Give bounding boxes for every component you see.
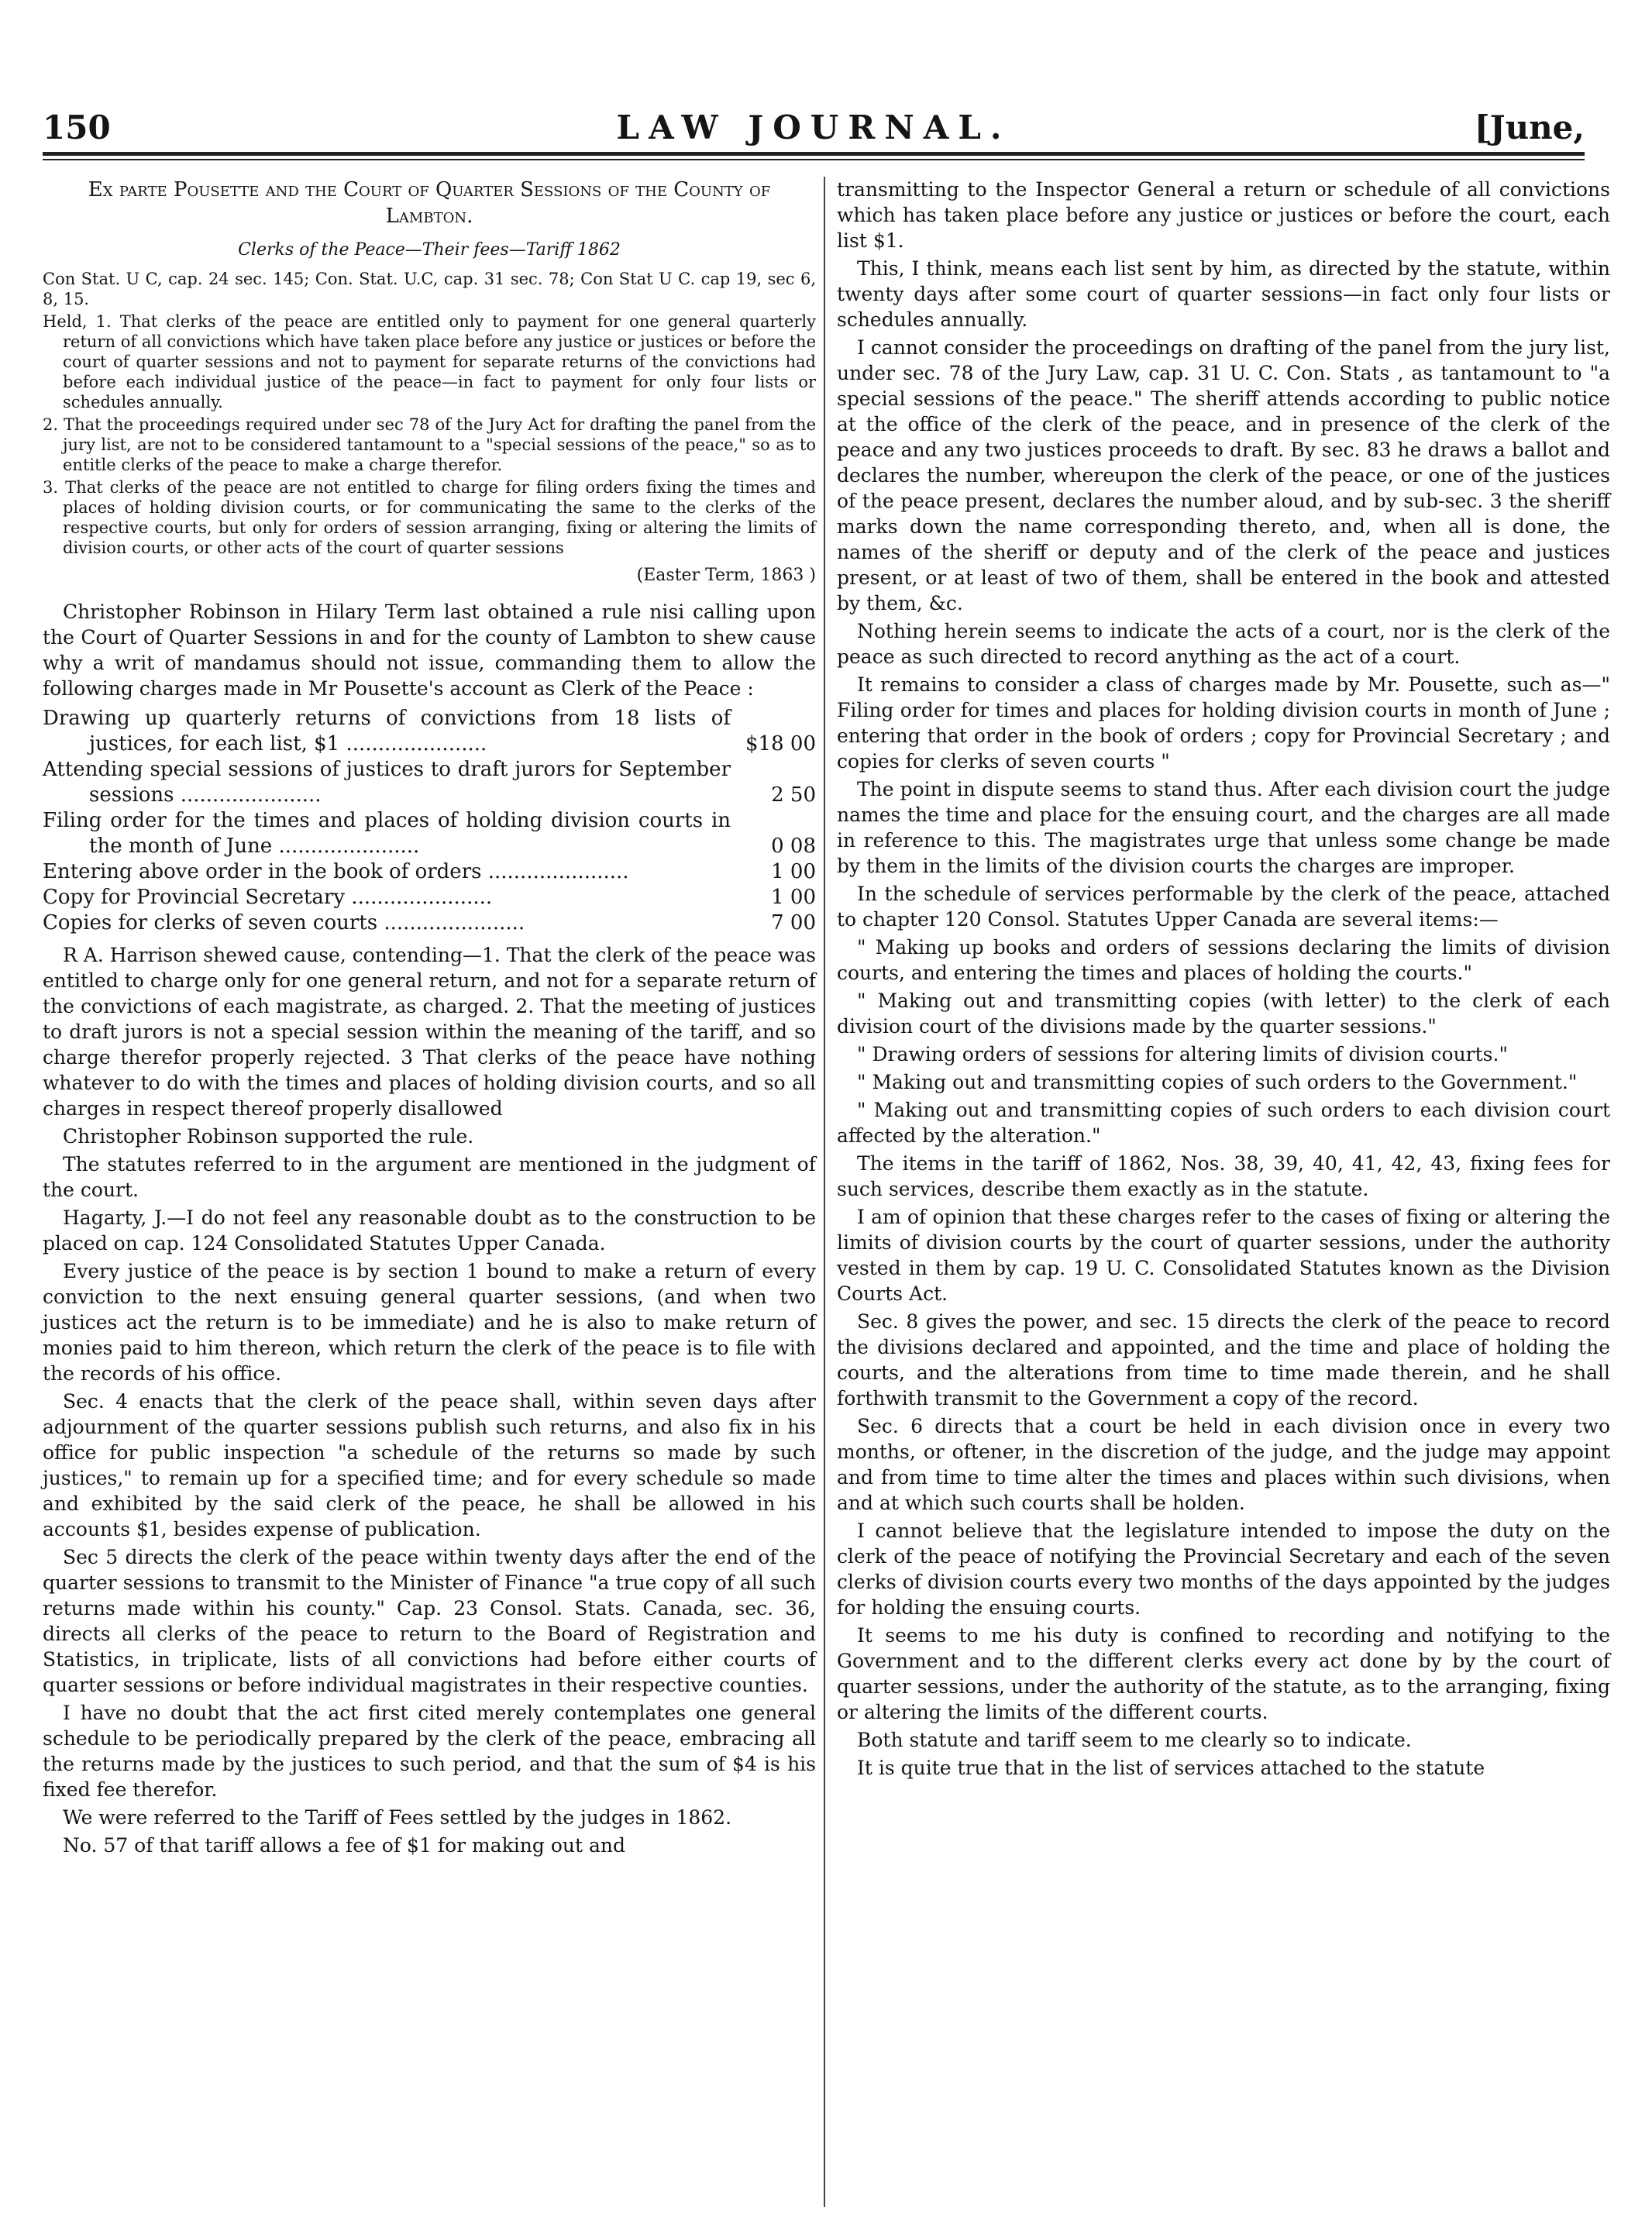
charge-row: [43, 757, 816, 808]
statute-quote: " Making out and transmitting copies of such orders to each division court affected by the alteration.": [837, 1099, 1610, 1147]
column-divider: [824, 177, 825, 2207]
journal-title: LAW JOURNAL.: [616, 108, 1011, 146]
body-paragraph: The items in the tariff of 1862, Nos. 38, 39, 40, 41, 42, 43, fixing fees for such services, describe them exactly as in the statute.: [837, 1152, 1610, 1200]
charge-item: Copy for Provincial Secretary ......................: [43, 886, 493, 909]
statute-quote: " Making out and transmitting copies of such orders to the Government.": [857, 1071, 1578, 1093]
held-item: 3. That clerks of the peace are not entitled to charge for filing orders fixing the times and places of holding division courts, or for communicating the same to the clerks of the respective courts, but only for orders of session arranging, fixing or altering the limits of division courts, or other acts of the court of quarter sessions: [43, 478, 816, 557]
charges-table: [43, 706, 816, 936]
charge-amount: $18 00: [745, 732, 816, 756]
body-paragraph: Sec 5 directs the clerk of the peace within twenty days after the end of the quarter sessions to transmit to the Minister of Finance "a true copy of all such returns made within his county." Cap. 23 Consol. Stats. Canada, sec. 36, directs all clerks of the peace to return to the Board of Registration and Statistics, in triplicate, lists of all convictions had before either courts of quarter sessions or before individual magistrates in their respective counties.: [43, 1546, 816, 1696]
case-title: Ex parte Pousette and the Court of Quarter Sessions of the County of Lambton.: [88, 178, 771, 228]
charge-row: [43, 706, 816, 757]
charge-item: Attending special sessions of justices to draft jurors for September sessions ......................: [43, 758, 731, 807]
held-item: 2. That the proceedings required under sec 78 of the Jury Act for drafting the panel from the jury list, are not to be considered tantamount to a "special sessions of the peace," so as to entitle clerks of the peace to make a charge therefor.: [43, 415, 816, 474]
term-note: (Easter Term, 1863 ): [636, 566, 816, 585]
body-paragraph: No. 57 of that tariff allows a fee of $1 for making out and: [63, 1834, 625, 1857]
charge-amount: 2 50: [771, 783, 816, 807]
body-paragraph: It is quite true that in the list of services attached to the statute: [857, 1757, 1485, 1779]
body-paragraph: Sec. 6 directs that a court be held in each division once in every two months, or oftener, in the discretion of the judge, and the judge may appoint and from time to time alter the times and places within such divisions, when and at which such courts shall be holden.: [837, 1415, 1610, 1514]
statute-quote: " Making up books and orders of sessions declaring the limits of division courts, and entering the times and places of holding the courts.": [837, 936, 1610, 984]
body-paragraph: I am of opinion that these charges refer to the cases of fixing or altering the limits of division courts by the court of quarter sessions, under the authority vested in them by cap. 19 U. C. Consolidated Statutes known as the Division Courts Act.: [837, 1206, 1610, 1305]
charge-item: Filing order for the times and places of holding division courts in the month of June ......................: [43, 809, 731, 858]
body-paragraph: In the schedule of services performable by the clerk of the peace, attached to chapter 120 Consol. Statutes Upper Canada are several items:—: [837, 883, 1610, 931]
charge-item: Drawing up quarterly returns of convictions from 18 lists of justices, for each list, $1 ......................: [43, 707, 731, 756]
body-paragraph: R A. Harrison shewed cause, contending—1. That the clerk of the peace was entitled to charge only for one general return, and not for a separate return of the convictions of each magistrate, as charged. 2. That the meeting of justices to draft jurors is not a special session within the meaning of the tariff, and so charge therefor properly rejected. 3 That clerks of the peace have nothing whatever to do with the times and places of holding division courts, and so all charges in respect thereof properly disallowed: [43, 944, 816, 1120]
body-paragraph: The point in dispute seems to stand thus. After each division court the judge names the time and place for the ensuing court, and the charges are all made in reference to this. The magistrates urge that unless some change be made by them in the limits of the division courts the charges are improper.: [837, 778, 1610, 877]
body-paragraph: We were referred to the Tariff of Fees settled by the judges in 1862.: [63, 1806, 732, 1829]
body-paragraph: Nothing herein seems to indicate the acts of a court, nor is the clerk of the peace as such directed to record anything as the act of a court.: [837, 620, 1610, 668]
body-paragraph: Christopher Robinson in Hilary Term last obtained a rule nisi calling upon the Court of Quarter Sessions in and for the county of Lambton to shew cause why a writ of mandamus should not issue, commanding them to allow the following charges made in Mr Pousette's account as Clerk of the Peace :: [43, 601, 816, 700]
charge-item: Copies for clerks of seven courts ......................: [43, 911, 525, 935]
header-rule-thick: [43, 152, 1585, 156]
charge-amount: 7 00: [771, 911, 816, 935]
page-header: [43, 108, 1585, 155]
body-paragraph: Christopher Robinson supported the rule.: [63, 1125, 474, 1148]
body-paragraph: Hagarty, J.—I do not feel any reasonable doubt as to the construction to be placed on cap. 124 Consolidated Statutes Upper Canada.: [43, 1206, 816, 1255]
held-list: [43, 312, 816, 558]
statute-quote: " Drawing orders of sessions for altering limits of division courts.": [857, 1043, 1508, 1065]
left-column: [43, 177, 816, 1860]
charge-row: [43, 885, 816, 910]
charge-amount: 1 00: [771, 886, 816, 909]
body-paragraph: Sec. 8 gives the power, and sec. 15 directs the clerk of the peace to record the divisions declared and appointed, and the time and place of holding the courts, and the alterations from time to time made therein, and he shall forthwith transmit to the Government a copy of the record.: [837, 1310, 1610, 1410]
right-column: [837, 177, 1610, 1783]
statute-quote: " Making out and transmitting copies (with letter) to the clerk of each division court of the divisions made by the quarter sessions.": [837, 990, 1610, 1038]
charge-row: [43, 859, 816, 885]
statute-citations: Con Stat. U C, cap. 24 sec. 145; Con. Stat. U.C, cap. 31 sec. 78; Con Stat U C. cap 19, sec 6, 8, 15.: [43, 270, 816, 308]
headnote-subtitle: Clerks of the Peace—Their fees—Tariff 1862: [238, 240, 621, 260]
running-head-month: [June,: [1474, 108, 1585, 146]
body-paragraph: The statutes referred to in the argument are mentioned in the judgment of the court.: [43, 1153, 816, 1201]
body-paragraph: I cannot consider the proceedings on drafting of the panel from the jury list, under sec. 78 of the Jury Law, cap. 31 U. C. Con. Stats , as tantamount to "a special sessions of the peace." The sheriff attends according to public notice at the office of the clerk of the peace, and in presence of the clerk of the peace and any two justices proceeds to draft. By sec. 83 he draws a ballot and declares the number, whereupon the clerk of the peace, or one of the justices of the peace present, declares the number aloud, and by sub-sec. 3 the sheriff marks down the name corresponding thereto, and, when all is done, the names of the sheriff or deputy and of the clerk of the peace and justices present, or at least of two of them, shall be entered in the book and attested by them, &c.: [837, 336, 1610, 614]
charge-row: [43, 910, 816, 936]
body-paragraph: It remains to consider a class of charges made by Mr. Pousette, such as—" Filing order for times and places for holding division courts in month of June ; entering that order in the book of orders ; copy for Provincial Secretary ; and copies for clerks of seven courts ": [837, 673, 1610, 773]
page-number: 150: [43, 108, 111, 146]
charge-item: Entering above order in the book of orders ......................: [43, 860, 629, 883]
charge-row: [43, 808, 816, 859]
body-paragraph: This, I think, means each list sent by him, as directed by the statute, within twenty days after some court of quarter sessions—in fact only four lists or schedules annually.: [837, 257, 1610, 331]
body-paragraph: transmitting to the Inspector General a return or schedule of all convictions which has taken place before any justice or justices or before the court, each list $1.: [837, 178, 1610, 252]
body-paragraph: It seems to me his duty is confined to recording and notifying to the Government and to the different clerks every act done by by the court of quarter sessions, under the authority of the statute, as to the arranging, fixing or altering the limits of the different courts.: [837, 1624, 1610, 1723]
body-paragraph: Every justice of the peace is by section 1 bound to make a return of every conviction to the next ensuing general quarter sessions, (and when two justices act the return is to be immediate) and he is also to make return of monies paid to him thereon, which return the clerk of the peace is to file with the records of his office.: [43, 1260, 816, 1385]
header-rule-thin: [43, 159, 1585, 160]
held-item: Held, 1. That clerks of the peace are entitled only to payment for one general quarterly return of all convictions which have taken place before any justice or justices or before the court of quarter sessions and not to payment for separate returns of the convictions had before each individual justice of the peace—in fact to payment for only four lists or schedules annually.: [43, 312, 816, 411]
body-paragraph: I have no doubt that the act first cited merely contemplates one general schedule to be periodically prepared by the clerk of the peace, embracing all the returns made by the justices to such period, and that the sum of $4 is his fixed fee therefor.: [43, 1702, 816, 1801]
body-paragraph: Both statute and tariff seem to me clearly so to indicate.: [857, 1729, 1412, 1751]
headnote: [43, 269, 816, 558]
charge-amount: 1 00: [771, 860, 816, 883]
body-paragraph: I cannot believe that the legislature intended to impose the duty on the clerk of the peace of notifying the Provincial Secretary and each of the seven clerks of division courts every two months of the days appointed by the judges for holding the ensuing courts.: [837, 1520, 1610, 1619]
body-paragraph: Sec. 4 enacts that the clerk of the peace shall, within seven days after adjournment of the quarter sessions publish such returns, and also fix in his office for public inspection "a schedule of the returns so made by such justices," to remain up for a specified time; and for every schedule so made and exhibited by the said clerk of the peace, he shall be allowed in his accounts $1, besides expense of publication.: [43, 1390, 816, 1540]
charge-amount: 0 08: [771, 835, 816, 858]
